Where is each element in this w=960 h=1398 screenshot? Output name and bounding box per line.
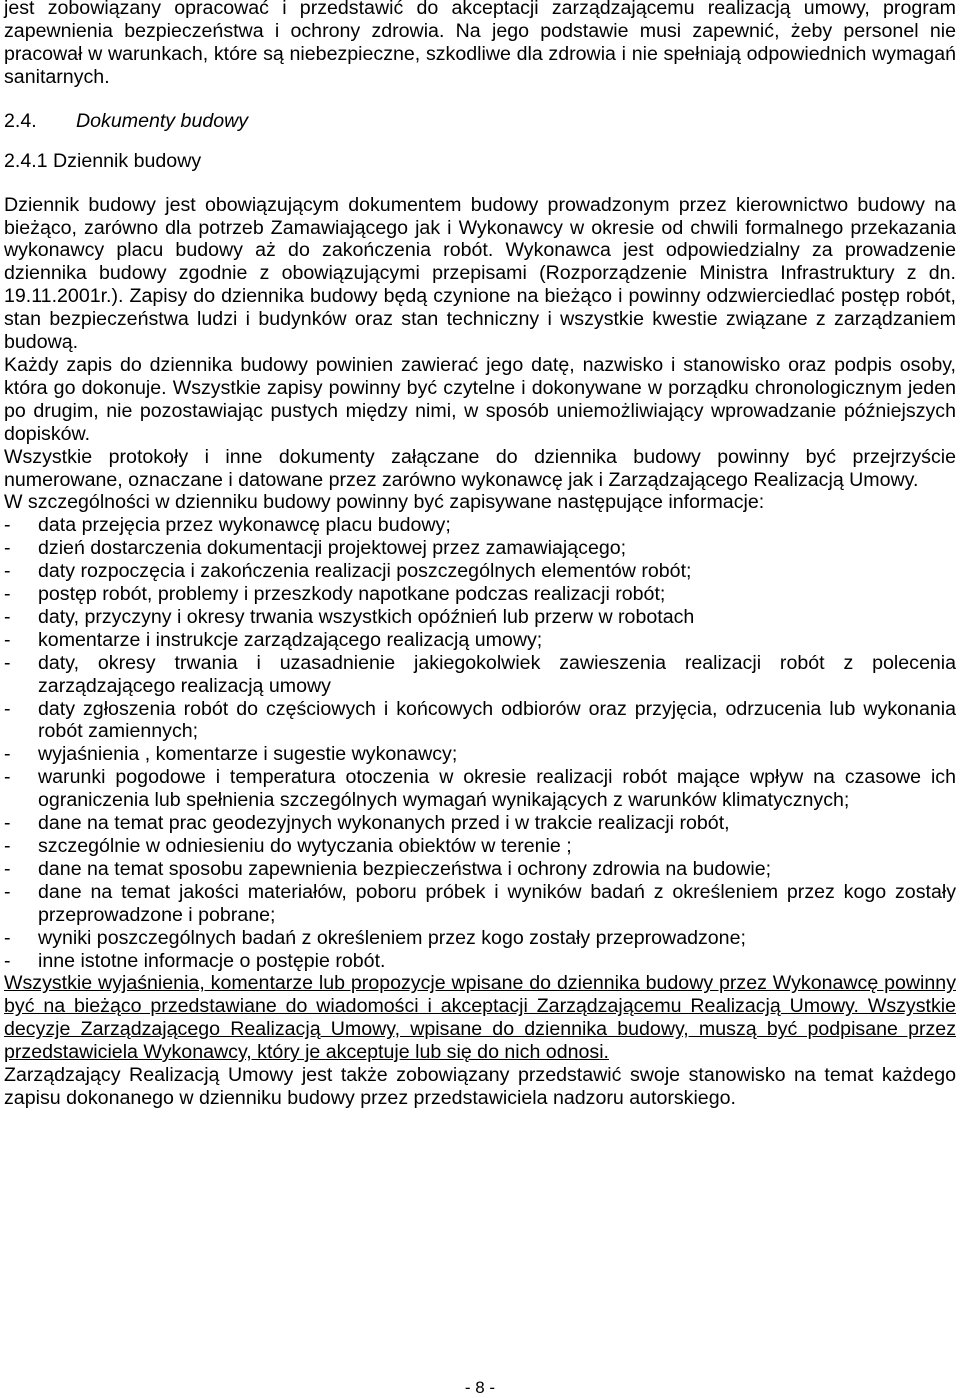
section-title: Dokumenty budowy bbox=[76, 109, 249, 132]
list-item: - inne istotne informacje o postępie robót. bbox=[4, 949, 386, 972]
paragraph: Dziennik budowy jest obowiązującym dokumentem budowy prowadzonym przez kierownictwo budowy na bieżąco, zarówno dla potrzeb Zamawiającego jak i Wykonawcy w okresie od chwili formalnego przekazania wykonawcy placu budowy aż do zakończenia robót. Wykonawca jest odpowiedzialny za prowadzenie dziennika budowy zgodnie z obowiązującymi przepisami (Rozporządzenie Ministra Infrastruktury z dn. 19.11.2001r.). Zapisy do dziennika budowy będą czynione na bieżąco i powinny odzwierciedlać postęp robót, stan bezpieczeństwa ludzi i budynków oraz stan techniczny i wszystkie kwestie związane z zarządzaniem budową. bbox=[4, 193, 956, 354]
list-marker: - bbox=[4, 835, 11, 857]
list-intro-paragraph: W szczególności w dzienniku budowy powinny być zapisywane następujące informacje: bbox=[4, 491, 765, 514]
list-marker: - bbox=[4, 560, 11, 583]
list-item: - daty, przyczyny i okresy trwania wszystkich opóźnień lub przerw w robotach bbox=[4, 605, 695, 628]
list-marker: - bbox=[4, 926, 11, 949]
list-marker: - bbox=[4, 537, 11, 560]
document-page bbox=[4, 0, 956, 1110]
list-marker: - bbox=[4, 812, 11, 835]
list-item: - daty, okresy trwania i uzasadnienie jakiegokolwiek zawieszenia realizacji robót z polecenia zarządzającego realizacją umowy bbox=[4, 651, 956, 697]
list-item: - daty rozpoczęcia i zakończenia realizacji poszczególnych elementów robót; bbox=[4, 560, 692, 583]
intro-paragraph: jest zobowiązany opracować i przedstawić do akceptacji zarządzającemu realizacją umowy, program zapewnienia bezpieczeństwa i ochrony zdrowia. Na jego podstawie musi zapewnić, żeby personel nie pracował w warunkach, które są niebezpieczne, szkodliwe dla zdrowia i nie spełniają odpowiednich wymagań sanitarnych. bbox=[4, 0, 956, 88]
list-item: - daty zgłoszenia robót do częściowych i końcowych odbiorów oraz przyjęcia, odrzucenia lub wykonania robót zamiennych; bbox=[4, 697, 956, 743]
closing-paragraph: Zarządzający Realizacją Umowy jest także zobowiązany przedstawić swoje stanowisko na temat każdego zapisu dokonanego w dzienniku budowy przez przedstawiciela nadzoru autorskiego. bbox=[4, 1064, 956, 1109]
list-marker: - bbox=[4, 743, 11, 766]
information-list bbox=[4, 514, 956, 972]
list-marker: - bbox=[4, 605, 11, 628]
underlined-paragraph: Wszystkie wyjaśnienia, komentarze lub propozycje wpisane do dziennika budowy przez Wykonawcę powinny być na bieżąco przedstawiane do wiadomości i akceptacji Zarządzającemu Realizacją Umowy. Wszystkie decyzje Zarządzającego Realizacją Umowy, wpisane do dziennika budowy, muszą być podpisane przez przedstawiciela Wykonawcy, który je akceptuje lub się do nich odnosi. bbox=[4, 972, 956, 1064]
list-marker: - bbox=[4, 514, 11, 537]
list-item: - dzień dostarczenia dokumentacji projektowej przez zamawiającego; bbox=[4, 537, 627, 560]
list-item: - komentarze i instrukcje zarządzającego realizacją umowy; bbox=[4, 628, 543, 651]
subsection-heading: 2.4.1 Dziennik budowy bbox=[4, 149, 202, 172]
list-marker: - bbox=[4, 857, 11, 880]
list-item: - warunki pogodowe i temperatura otoczenia w okresie realizacji robót mające wpływ na czasowe ich ograniczenia lub spełnienia szczególnych wymagań wynikających z warunków klimatycznych; bbox=[4, 766, 956, 812]
page-number: - 8 - bbox=[464, 1378, 496, 1397]
list-item: - szczególnie w odniesieniu do wytyczania obiektów w terenie ; bbox=[4, 835, 572, 857]
list-marker: - bbox=[4, 583, 11, 606]
paragraph: Każdy zapis do dziennika budowy powinien zawierać jego datę, nazwisko i stanowisko oraz podpis osoby, która go dokonuje. Wszystkie zapisy powinny być czytelne i dokonywane w porządku chronologicznym jeden po drugim, nie pozostawiając pustych między nimi, w sposób uniemożliwiający wprowadzanie późniejszych dopisków. bbox=[4, 353, 956, 445]
list-item: - wyniki poszczególnych badań z określeniem przez kogo zostały przeprowadzone; bbox=[4, 926, 746, 949]
list-item: - data przejęcia przez wykonawcę placu budowy; bbox=[4, 514, 451, 537]
section-heading bbox=[4, 109, 956, 133]
list-marker: - bbox=[4, 766, 11, 789]
list-marker: - bbox=[4, 949, 11, 972]
paragraph: Wszystkie protokoły i inne dokumenty załączane do dziennika budowy powinny być przejrzyście numerowane, oznaczane i datowane przez zarówno wykonawcę jak i Zarządzającego Realizacją Umowy. bbox=[4, 445, 956, 491]
list-marker: - bbox=[4, 880, 11, 903]
list-item: - postęp robót, problemy i przeszkody napotkane podczas realizacji robót; bbox=[4, 583, 666, 606]
list-item: - dane na temat sposobu zapewnienia bezpieczeństwa i ochrony zdrowia na budowie; bbox=[4, 857, 772, 880]
list-item: - dane na temat jakości materiałów, poboru próbek i wyników badań z określeniem przez kogo zostały przeprowadzone i pobrane; bbox=[4, 880, 956, 926]
list-item: - dane na temat prac geodezyjnych wykonanych przed i w trakcie realizacji robót, bbox=[4, 812, 730, 835]
list-item: - wyjaśnienia , komentarze i sugestie wykonawcy; bbox=[4, 743, 458, 766]
list-marker: - bbox=[4, 628, 11, 651]
list-marker: - bbox=[4, 697, 11, 720]
section-number: 2.4. bbox=[4, 109, 37, 132]
list-marker: - bbox=[4, 651, 11, 674]
